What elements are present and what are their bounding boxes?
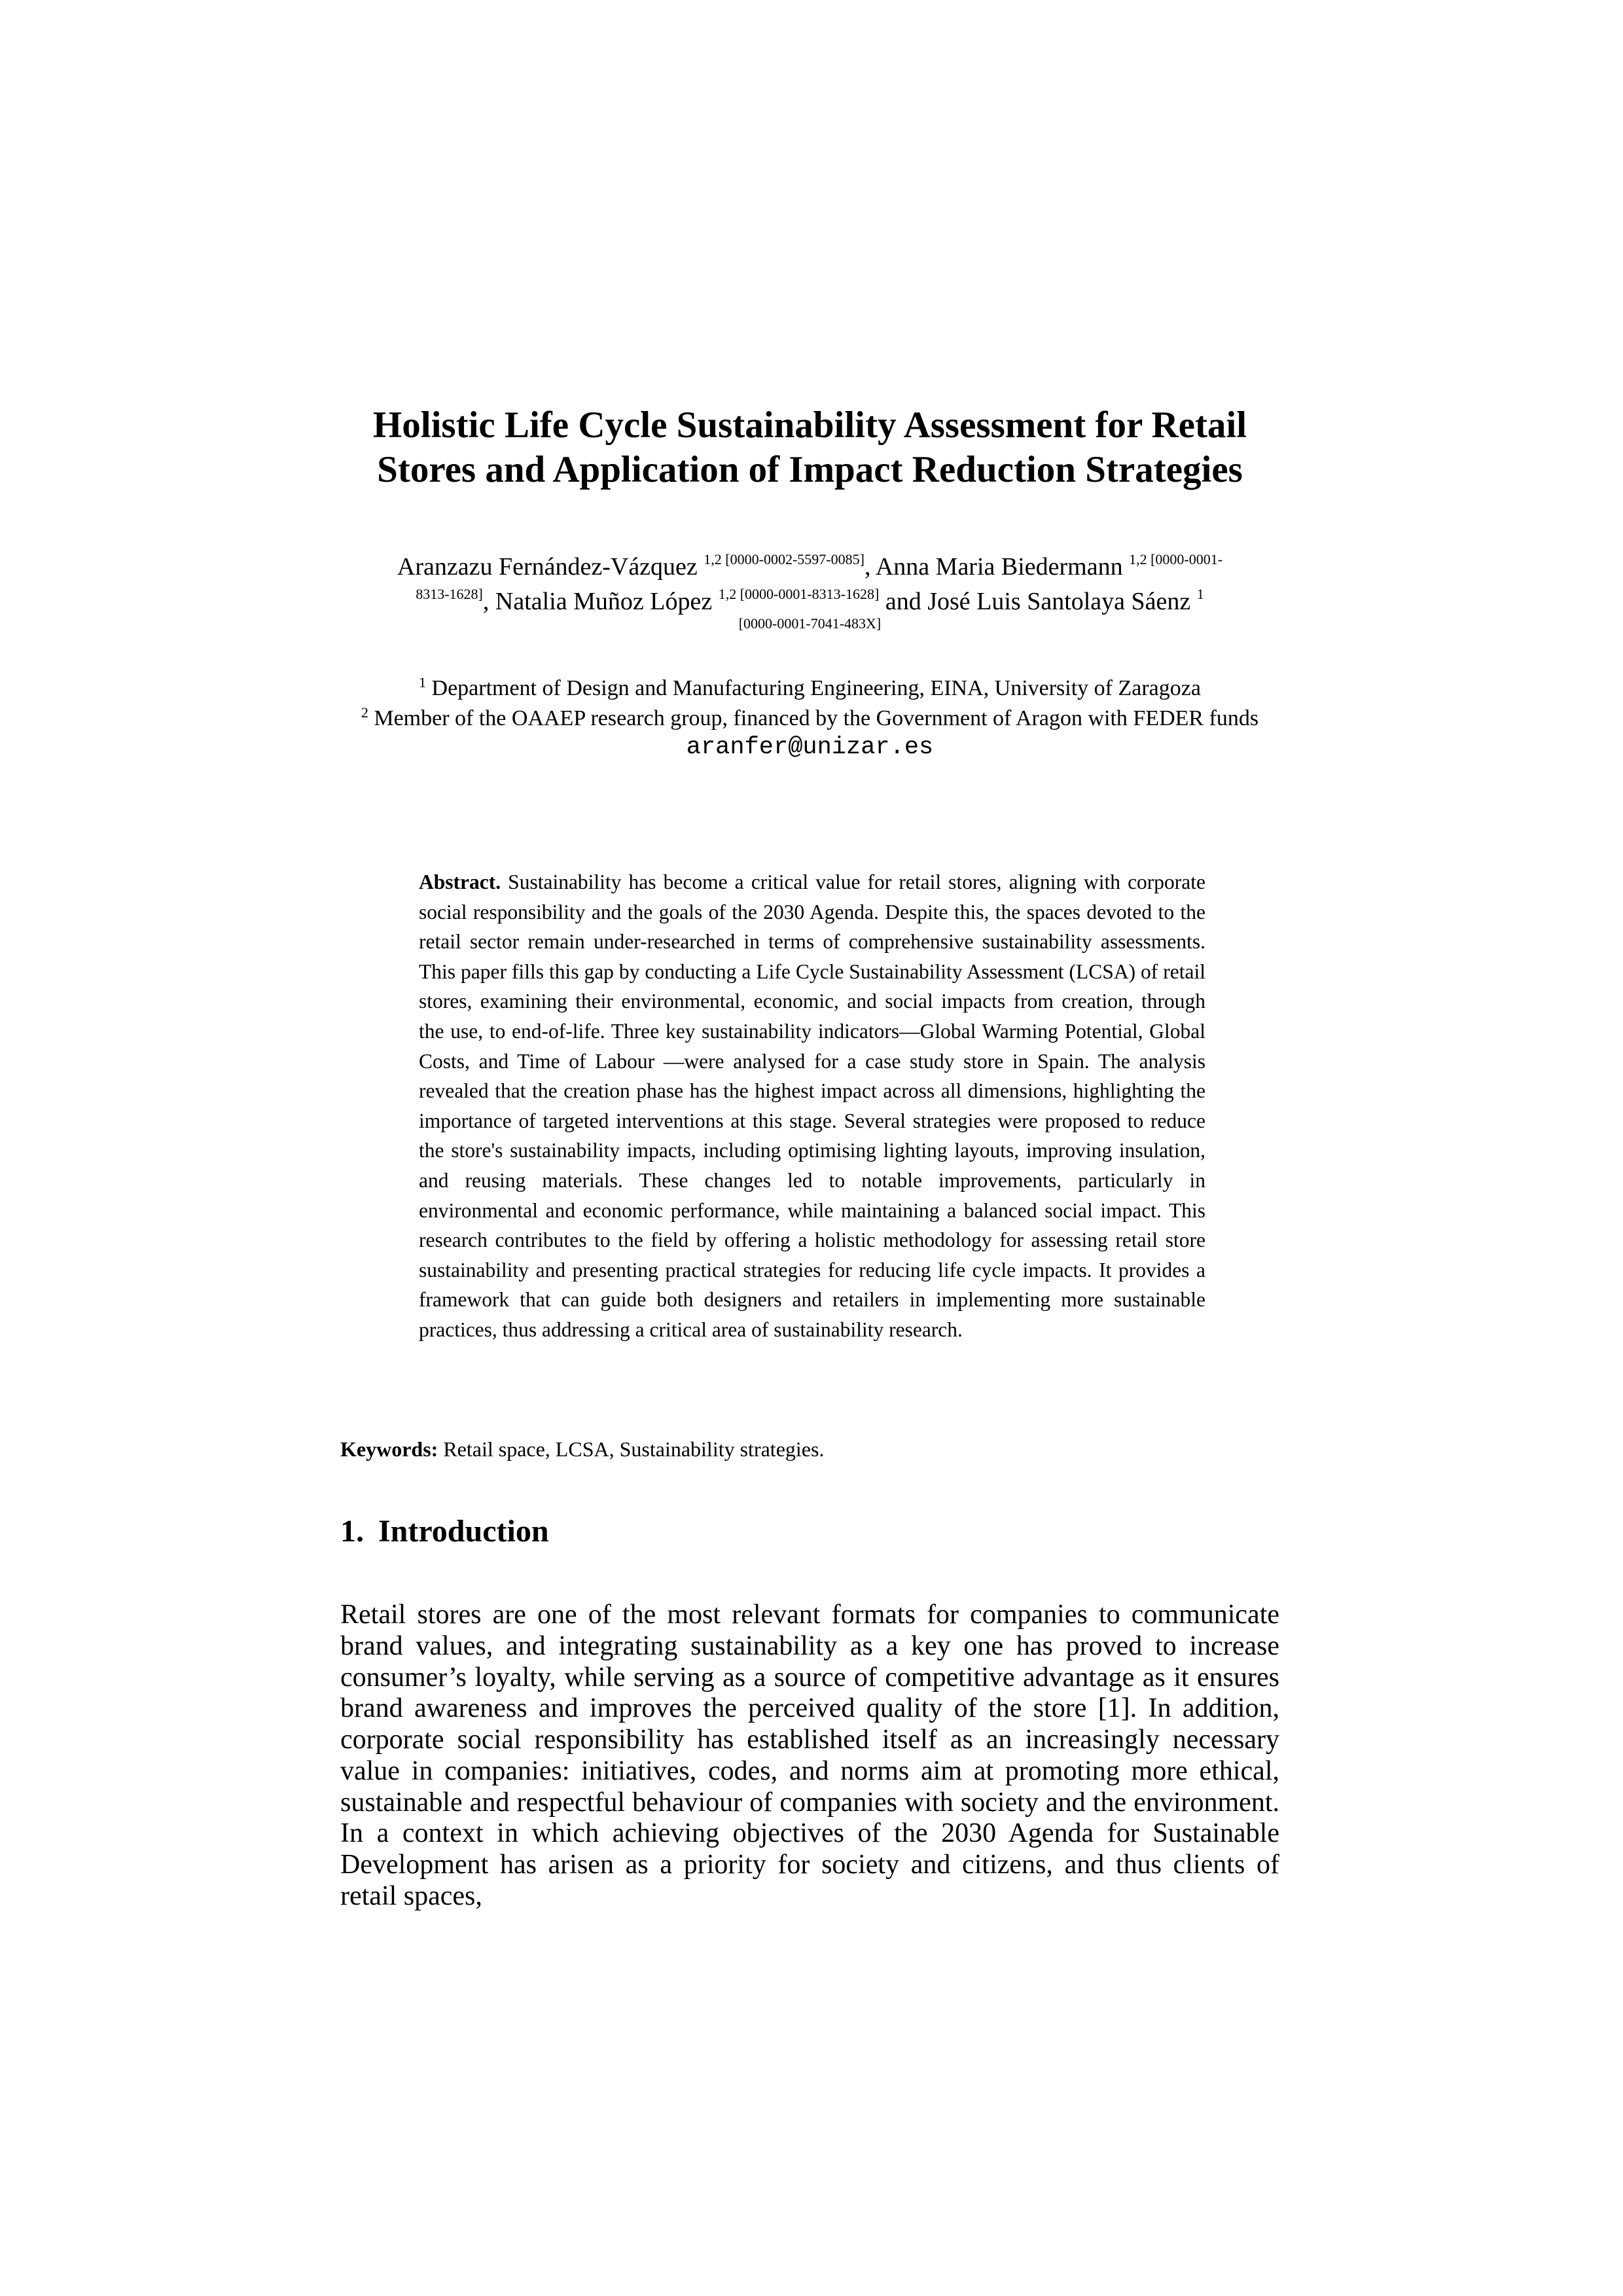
paper-title-line-1: Holistic Life Cycle Sustainability Assessment for Retail xyxy=(372,404,1247,446)
affiliation-mark: 2 xyxy=(361,704,368,721)
author-name: , Natalia Muñoz López xyxy=(482,588,719,615)
abstract-label: Abstract. xyxy=(419,870,501,893)
section-title: Introduction xyxy=(378,1514,549,1549)
contact-email[interactable]: aranfer@unizar.es xyxy=(686,734,934,761)
author-name: Aranzazu Fernández-Vázquez xyxy=(397,553,704,581)
author-orcid-continued: 8313-1628] xyxy=(416,586,483,602)
abstract xyxy=(419,867,1205,1345)
keywords-label: Keywords: xyxy=(340,1437,438,1461)
affiliation-text: Member of the OAAEP research group, financed by the Government of Aragon with FEDER funds xyxy=(368,706,1259,730)
affiliation-2 xyxy=(340,704,1279,734)
body-paragraph: Retail stores are one of the most relevant formats for companies to communicate brand values, and integrating sustainability as a key one has proved to increase consumer’s loyalty, while serving as a source of competitive advantage as it ensures brand awareness and improves the perceived quality of the store [1]. In addition, corporate social responsibility has established itself as an increasingly necessary value in companies: initiatives, codes, and norms aim at promoting more ethical, sustainable and respectful behaviour of companies with society and the environment. In a context in which achieving objectives of the 2030 Agenda for Sustainable Development has arisen as a priority for society and citizens, and thus clients of retail spaces, xyxy=(340,1600,1279,1911)
paper-title-line-2: Stores and Application of Impact Reduction Strategies xyxy=(377,449,1243,490)
affiliation-text: Department of Design and Manufacturing Engineering, EINA, University of Zaragoza xyxy=(426,676,1201,700)
keywords-text: Retail space, LCSA, Sustainability strategies. xyxy=(438,1437,825,1461)
abstract-text: Sustainability has become a critical value for retail stores, aligning with corporate social responsibility and the goals of the 2030 Agenda. Despite this, the spaces devoted to the retail sector remain under-researched in terms of comprehensive sustainability assessments. This paper fills this gap by conducting a Life Cycle Sustainability Assessment (LCSA) of retail stores, examining their environmental, economic, and social impacts from creation, through the use, to end-of-life. Three key sustainability indicators—Global Warming Potential, Global Costs, and Time of Labour —were analysed for a case study store in Spain. The analysis revealed that the creation phase has the highest impact across all dimensions, highlighting the importance of targeted interventions at this stage. Several strategies were proposed to reduce the store's sustainability impacts, including optimising lighting layouts, improving insulation, and reusing materials. These changes led to notable improvements, particularly in environmental and economic performance, while maintaining a balanced social impact. This research contributes to the field by offering a holistic methodology for assessing retail store sustainability and presenting practical strategies for reducing life cycle impacts. It provides a framework that can guide both designers and retailers in implementing more sustainable practices, thus addressing a critical area of sustainability research. xyxy=(419,870,1205,1341)
author-name: and José Luis Santolaya Sáenz xyxy=(879,588,1197,615)
author-list xyxy=(340,551,1279,631)
author-affiliation-orcid: 1,2 [0000-0001- xyxy=(1129,551,1223,567)
author-line-1 xyxy=(340,551,1279,586)
affiliation-mark: 1 xyxy=(419,674,427,691)
author-affiliation-orcid: 1,2 [0000-0001-8313-1628] xyxy=(718,586,880,602)
author-affiliation-orcid: 1,2 [0000-0002-5597-0085] xyxy=(704,551,865,567)
section-number: 1. xyxy=(340,1514,364,1549)
affiliations xyxy=(340,674,1279,761)
author-name: , Anna Maria Biedermann xyxy=(864,553,1130,581)
author-orcid: [0000-0001-7041-483X] xyxy=(738,615,882,632)
affiliation-1 xyxy=(340,674,1279,704)
paper-title xyxy=(340,403,1279,492)
author-affiliation: 1 xyxy=(1196,586,1204,602)
section-heading-introduction xyxy=(340,1513,549,1550)
keywords xyxy=(340,1435,1279,1463)
